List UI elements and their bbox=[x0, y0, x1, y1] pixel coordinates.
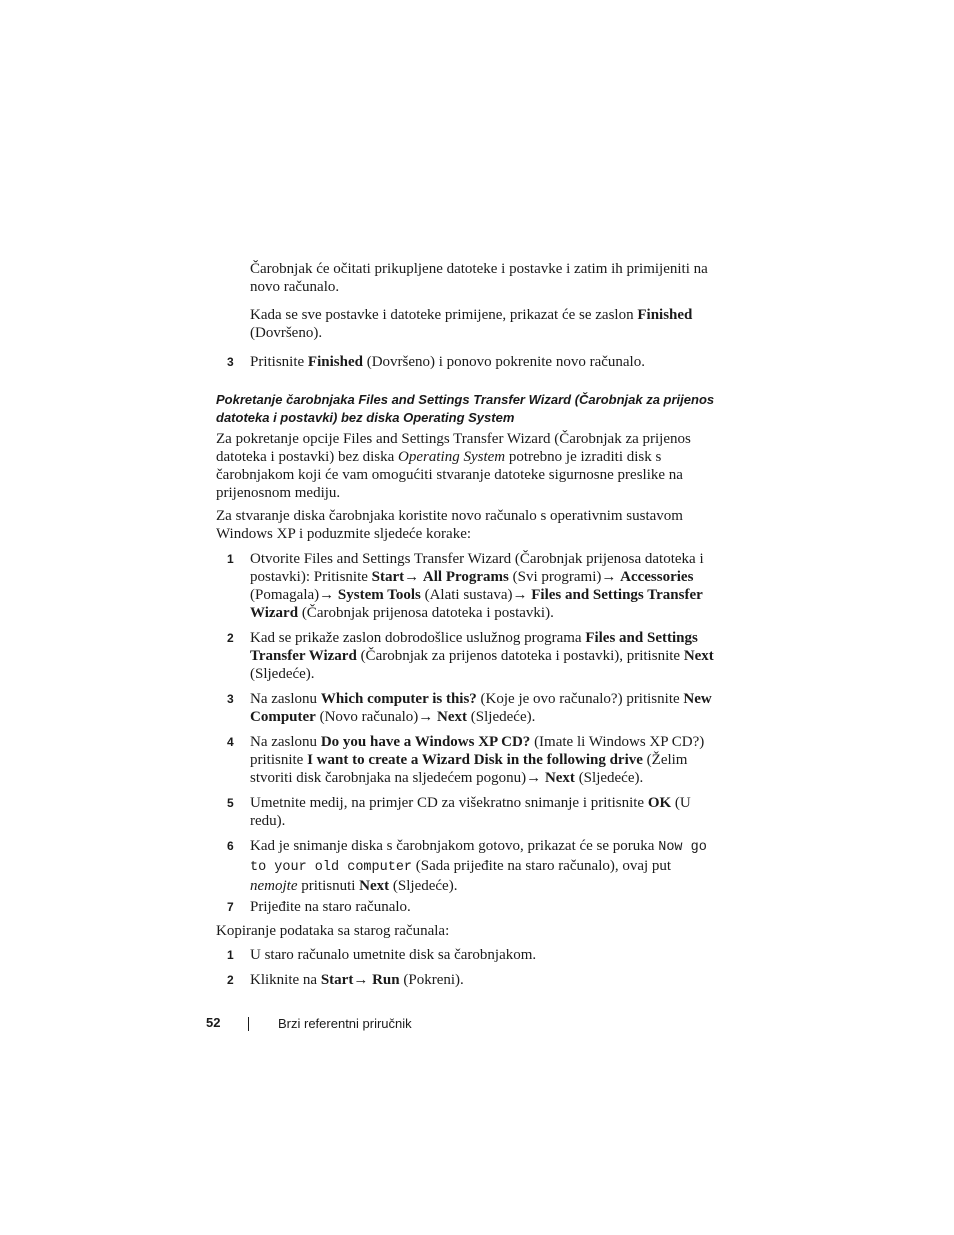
footer-title: Brzi referentni priručnik bbox=[278, 1016, 412, 1031]
step-text: U staro računalo umetnite disk sa čarobnjakom. bbox=[250, 947, 537, 963]
step-text: Prijeđite na staro računalo. bbox=[250, 899, 411, 915]
intro-paragraph-2: Kada se sve postavke i datoteke primijene, prikazat će se zaslon Finished (Dovršeno). bbox=[250, 307, 693, 341]
step-number: 2 bbox=[227, 631, 234, 645]
step-number: 4 bbox=[227, 735, 234, 749]
section-heading: Pokretanje čarobnjaka Files and Settings Transfer Wizard (Čarobnjak za prijenos datoteka i postavki) bez diska Operating System bbox=[216, 392, 715, 425]
step-number: 3 bbox=[227, 355, 234, 369]
body-paragraph-1: Za pokretanje opcije Files and Settings Transfer Wizard (Čarobnjak za prijenos datoteka i postavki) bez diska Operating System potrebno je izraditi disk s čarobnjakom koji će vam omogućiti stvaranje datoteke sigurnosne preslike na prijenosnom mediju. bbox=[216, 431, 691, 501]
step-number: 1 bbox=[227, 552, 234, 566]
step-text: Kad se prikaže zaslon dobrodošlice uslužnog programa Files and Settings Transfer Wizard (Čarobnjak za prijenos datoteka i postavki), pritisnite Next (Sljedeće). bbox=[250, 630, 714, 682]
step-text: Umetnite medij, na primjer CD za višekratno snimanje i pritisnite OK (U redu). bbox=[250, 795, 691, 829]
step-number: 1 bbox=[227, 948, 234, 962]
step-text: Otvorite Files and Settings Transfer Wizard (Čarobnjak prijenosa datoteka i postavki): Pritisnite Start→ All Programs (Svi programi)→ Accessories (Pomagala)→ System Tools (Alati sustava)→ Files and Settings Transfer Wizard (Čarobnjak prijenosa datoteka i postavki). bbox=[250, 551, 704, 621]
body-paragraph-3: Kopiranje podataka sa starog računala: bbox=[216, 923, 450, 939]
body-paragraph-2: Za stvaranje diska čarobnjaka koristite novo računalo s operativnim sustavom Windows XP i poduzmite sljedeće korake: bbox=[216, 508, 683, 542]
footer-divider bbox=[248, 1017, 249, 1031]
intro-paragraph-1: Čarobnjak će očitati prikupljene datoteke i postavke i zatim ih primijeniti na novo računalo. bbox=[250, 261, 708, 295]
step-number: 3 bbox=[227, 692, 234, 706]
step-number: 5 bbox=[227, 796, 234, 810]
step-number: 7 bbox=[227, 900, 234, 914]
step-text: Na zaslonu Which computer is this? (Koje je ovo računalo?) pritisnite New Computer (Novo računalo)→ Next (Sljedeće). bbox=[250, 691, 712, 725]
step-number: 6 bbox=[227, 839, 234, 853]
step-text: Kliknite na Start→ Run (Pokreni). bbox=[250, 972, 464, 988]
step-number: 2 bbox=[227, 973, 234, 987]
step-text: Na zaslonu Do you have a Windows XP CD? (Imate li Windows XP CD?) pritisnite I want to create a Wizard Disk in the following drive (Želim stvoriti disk čarobnjaka na sljedećem pogonu)→ Next (Sljedeće). bbox=[250, 734, 705, 786]
page-number: 52 bbox=[206, 1015, 221, 1030]
step-text: Kad je snimanje diska s čarobnjakom gotovo, prikazat će se poruka Now go to your old computer (Sada prijeđite na staro računalo), ovaj put nemojte pritisnuti Next (Sljedeće). bbox=[250, 838, 707, 894]
step-text: Pritisnite Finished (Dovršeno) i ponovo pokrenite novo računalo. bbox=[250, 354, 645, 370]
